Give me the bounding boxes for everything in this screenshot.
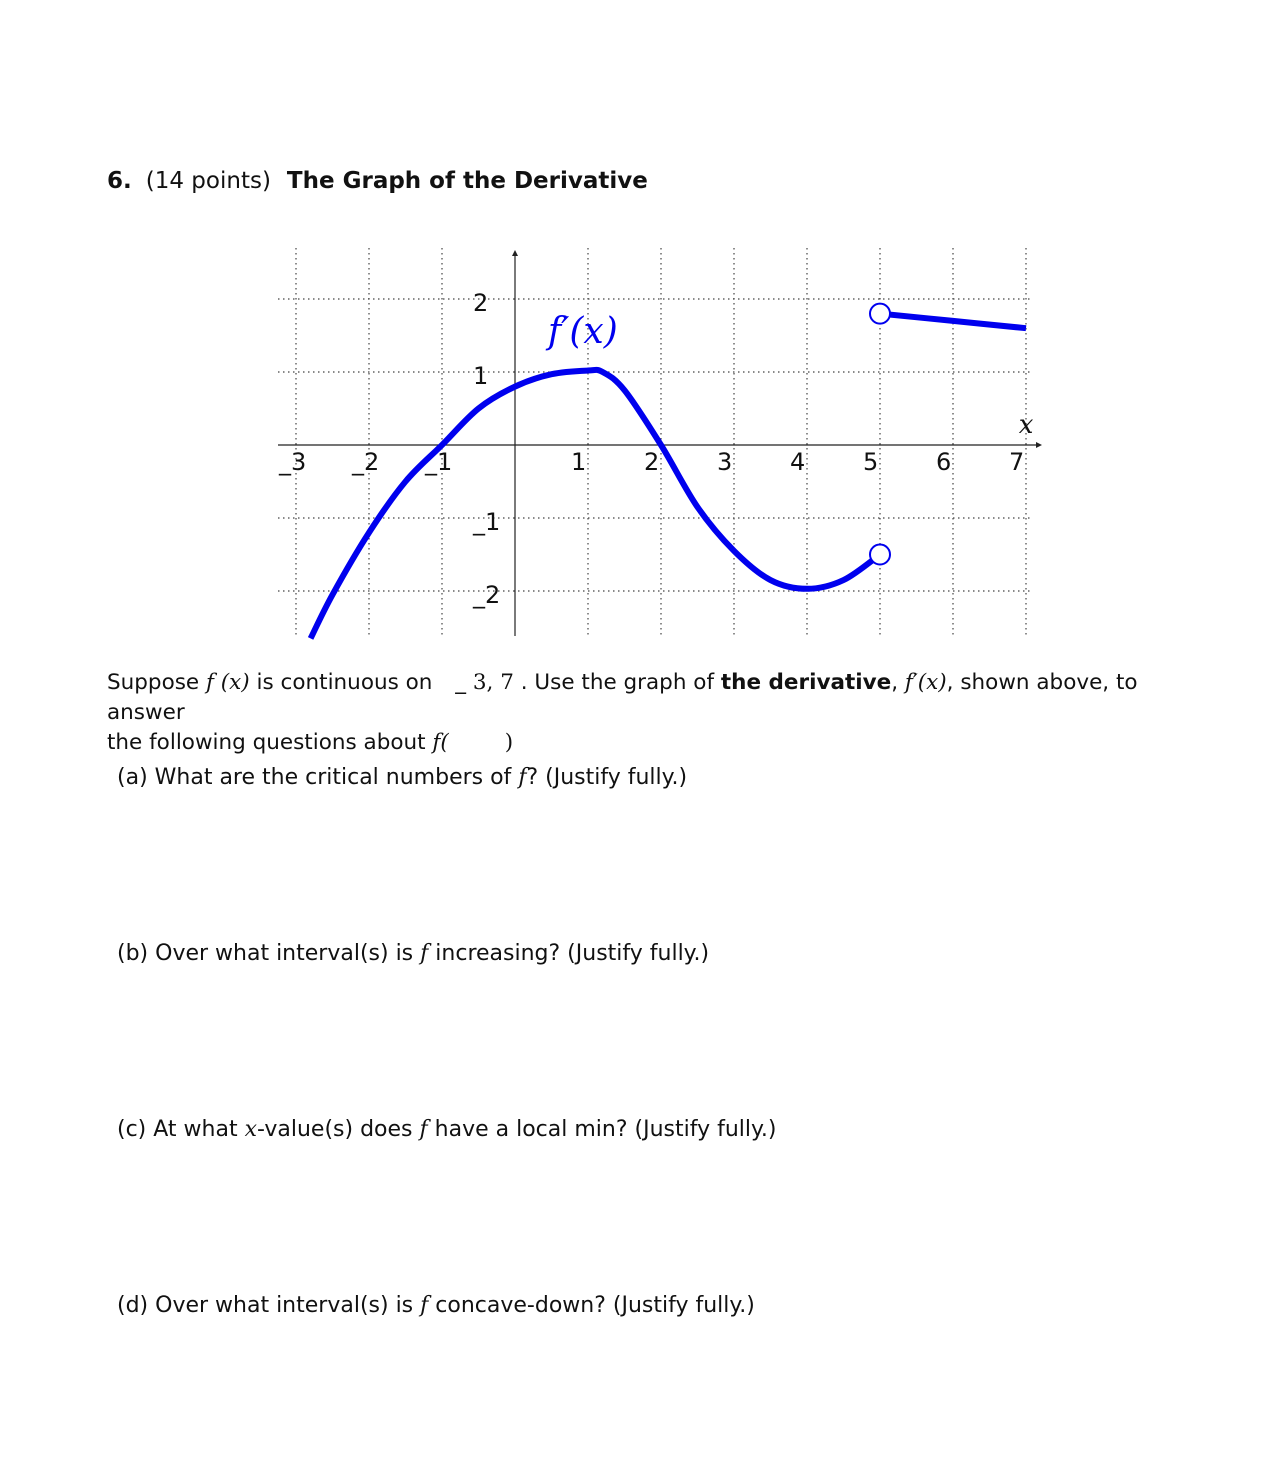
curve-label: f′(x) — [547, 310, 618, 352]
question-b — [117, 941, 709, 966]
derivative-curve-left — [311, 370, 880, 639]
question-text: ? (Justify fully.) — [526, 765, 688, 790]
y-tick-label: _1 — [473, 508, 501, 536]
math-var: f — [518, 765, 527, 790]
x-axis-label: x — [1018, 410, 1034, 440]
x-tick-label: 2 — [644, 448, 660, 476]
math-f: f( — [432, 730, 449, 755]
intro-text: , — [891, 670, 899, 695]
y-tick-label: 2 — [473, 289, 489, 317]
intro-text: , shown above, to answer — [107, 670, 1138, 725]
x-tick-label: 6 — [936, 448, 952, 476]
y-tick-label: _2 — [473, 581, 501, 609]
question-text: have a local min? (Justify fully.) — [434, 1117, 777, 1142]
intro-bold: the derivative — [720, 670, 892, 695]
math-var: f — [420, 941, 429, 966]
question-a — [117, 765, 687, 790]
derivative-curve-right — [880, 314, 1026, 329]
question-text: (c) At what — [117, 1117, 238, 1142]
x-tick-label: _1 — [425, 448, 453, 476]
question-text: (b) Over what interval(s) is — [117, 941, 414, 966]
open-circle-upper — [870, 304, 890, 324]
question-text: increasing? (Justify fully.) — [435, 941, 710, 966]
math-var: f — [420, 1293, 429, 1318]
x-tick-label: 5 — [863, 448, 879, 476]
x-tick-label: 4 — [790, 448, 806, 476]
intro-paragraph — [107, 668, 1217, 758]
problem-heading — [107, 168, 648, 194]
question-d — [117, 1293, 755, 1318]
grid-lines — [278, 248, 1030, 636]
y-tick-label: 1 — [473, 362, 489, 390]
x-axis-arrow — [1036, 442, 1042, 448]
x-tick-label: _2 — [352, 448, 380, 476]
problem-points: (14 points) — [145, 168, 271, 194]
y-axis-arrow — [512, 250, 518, 256]
problem-title: The Graph of the Derivative — [286, 168, 648, 194]
intro-text: . Use the graph of — [520, 670, 715, 695]
question-text: (a) What are the critical numbers of — [117, 765, 512, 790]
intro-text: Suppose — [107, 670, 200, 695]
x-tick-label: 7 — [1009, 448, 1025, 476]
minus-sign: _ — [455, 670, 467, 695]
math-var: x — [244, 1117, 258, 1142]
question-text: (d) Over what interval(s) is — [117, 1293, 414, 1318]
x-tick-label: _3 — [279, 448, 307, 476]
x-tick-label: 3 — [717, 448, 733, 476]
interval-text: 3, 7 — [472, 670, 514, 695]
question-c — [117, 1117, 776, 1142]
intro-text: is continuous on — [256, 670, 433, 695]
math-fprime: f′(x) — [904, 670, 947, 695]
paren-close: ) — [504, 730, 514, 755]
question-text: -value(s) does — [257, 1117, 413, 1142]
x-tick-label: 1 — [571, 448, 587, 476]
question-text: concave-down? (Justify fully.) — [435, 1293, 755, 1318]
curves — [311, 304, 1026, 639]
intro-text: the following questions about — [107, 730, 426, 755]
math-fx: f (x) — [206, 670, 250, 695]
open-circle-lower — [870, 545, 890, 565]
tick-labels — [278, 289, 1024, 609]
math-var: f — [419, 1117, 428, 1142]
derivative-graph — [240, 240, 1060, 640]
problem-number: 6. — [107, 168, 132, 194]
